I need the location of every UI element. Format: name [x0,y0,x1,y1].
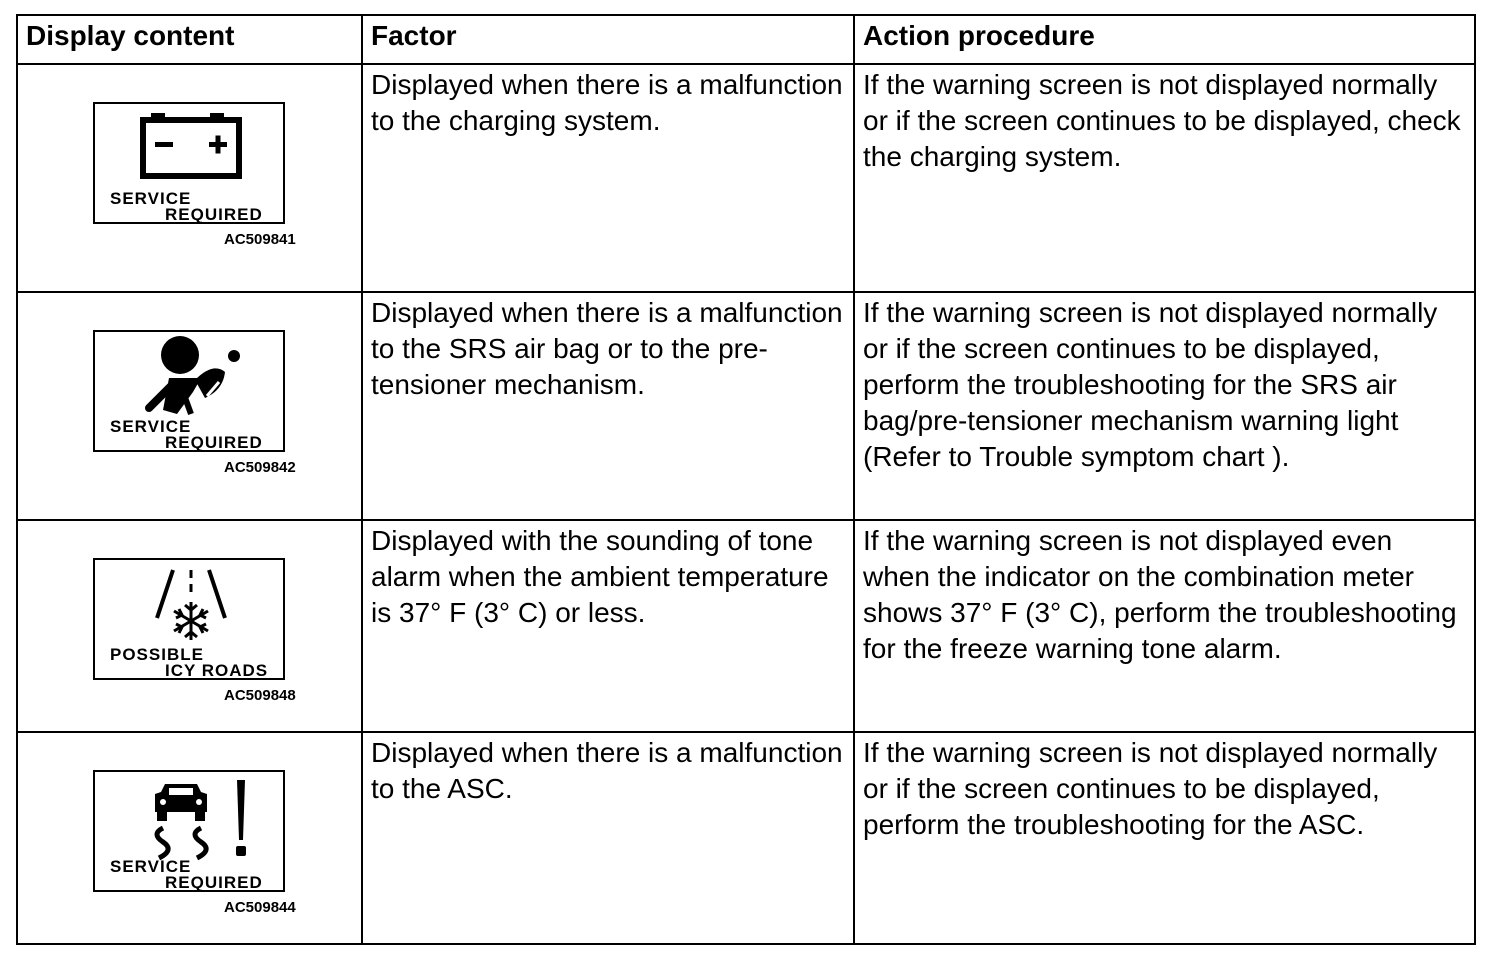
factor-cell: Displayed when there is a malfunction to the ASC. [362,732,854,944]
screen-label-line1: POSSIBLE [110,645,204,664]
action-cell: If the warning screen is not displayed normally or if the screen continues to be displayed, check the charging system. [854,64,1475,292]
header-factor: Factor [362,15,854,64]
header-display-content: Display content [17,15,362,64]
figure-code: AC509842 [224,459,296,476]
warning-screen-box [93,770,285,892]
table-row [17,292,1475,520]
factor-cell: Displayed when there is a malfunction to the SRS air bag or to the pre-tensioner mechanism. [362,292,854,520]
figure-code: AC509841 [224,231,296,248]
header-row [17,15,1475,64]
factor-cell: Displayed with the sounding of tone alarm when the ambient temperature is 37° F (3° C) or less. [362,520,854,732]
display-cell [17,292,362,520]
warning-display-table [16,14,1476,945]
action-cell: If the warning screen is not displayed normally or if the screen continues to be displayed, perform the troubleshooting for the SRS air bag/pre-tensioner mechanism warning light (Refer to Trouble symptom chart ). [854,292,1475,520]
figure-code: AC509844 [224,899,296,916]
header-action-procedure: Action procedure [854,15,1475,64]
warning-screen-display [93,330,313,480]
screen-label-line2: REQUIRED [165,873,263,892]
screen-label-line2: REQUIRED [165,205,263,224]
warning-screen-display [93,102,313,252]
screen-label-line1: SERVICE [110,857,192,876]
display-cell [17,520,362,732]
figure-code: AC509848 [224,687,296,704]
screen-label-line1: SERVICE [110,189,192,208]
warning-screen-box [93,330,285,452]
screen-label-line2: ICY ROADS [165,661,269,680]
table-row [17,64,1475,292]
warning-screen-display [93,770,313,920]
screen-label-line2: REQUIRED [165,433,263,452]
action-cell: If the warning screen is not displayed normally or if the screen continues to be displayed, perform the troubleshooting for the ASC. [854,732,1475,944]
factor-cell: Displayed when there is a malfunction to the charging system. [362,64,854,292]
warning-screen-box [93,102,285,224]
display-cell [17,732,362,944]
table-row [17,732,1475,944]
warning-screen-box [93,558,285,680]
display-cell [17,64,362,292]
table-row [17,520,1475,732]
screen-label-line1: SERVICE [110,417,192,436]
action-cell: If the warning screen is not displayed even when the indicator on the combination meter shows 37° F (3° C), perform the troubleshooting for the freeze warning tone alarm. [854,520,1475,732]
warning-screen-display [93,558,313,708]
